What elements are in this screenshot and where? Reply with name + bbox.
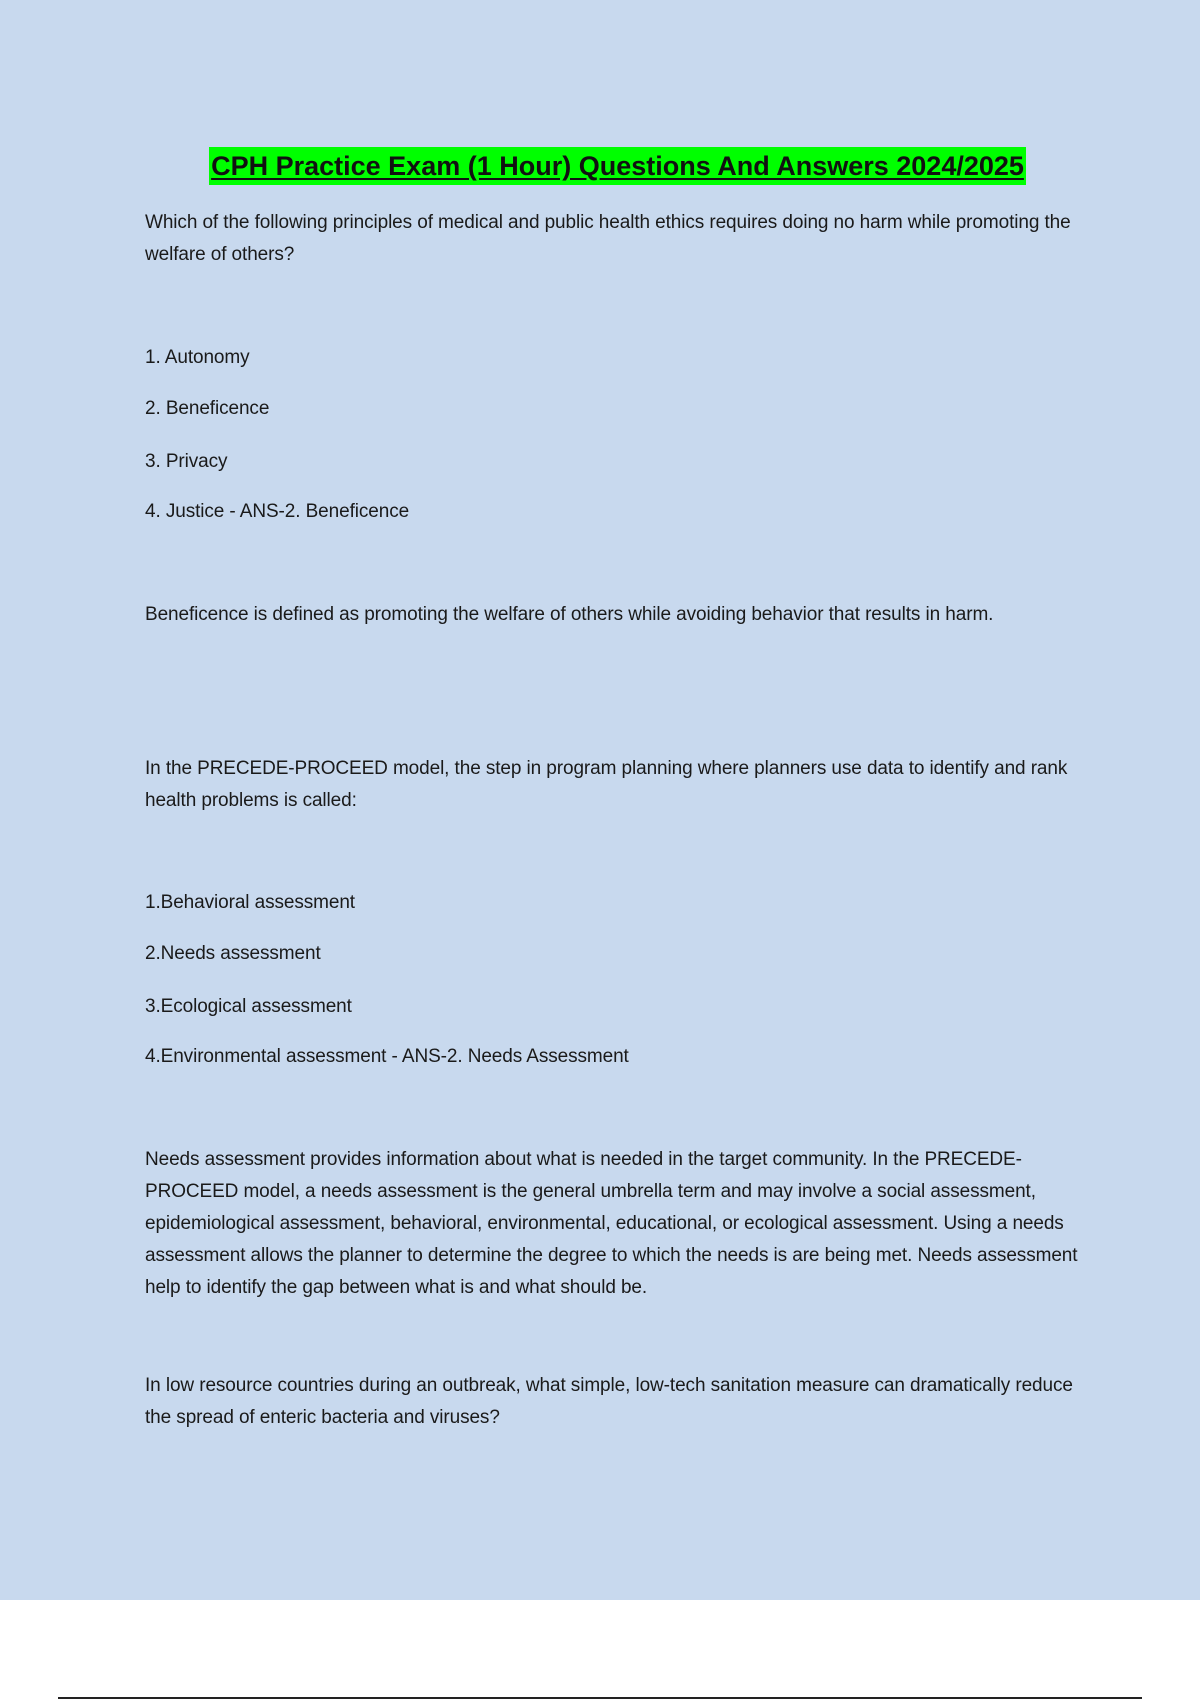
question-2-text: In the PRECEDE-PROCEED model, the step in program planning where planners use data to identify and rank health problems is called: bbox=[145, 758, 1068, 811]
question-2-option-3: 3.Ecological assessment bbox=[145, 996, 352, 1017]
question-2-option-4-answer: 4.Environmental assessment - ANS-2. Needs Assessment bbox=[145, 1046, 629, 1067]
question-2-option-2: 2.Needs assessment bbox=[145, 943, 321, 964]
question-3-text: In low resource countries during an outbreak, what simple, low-tech sanitation measure can dramatically reduce the spread of enteric bacteria and viruses? bbox=[145, 1375, 1073, 1428]
question-1-explanation: Beneficence is defined as promoting the welfare of others while avoiding behavior that results in harm. bbox=[145, 604, 994, 625]
question-1-option-4-answer: 4. Justice - ANS-2. Beneficence bbox=[145, 501, 410, 522]
footer-rule bbox=[58, 1697, 1142, 1699]
question-2-explanation: Needs assessment provides information about what is needed in the target community. In the PRECEDE-PROCEED model, a needs assessment is the general umbrella term and may involve a social assessment, epidemiological assessment, behavioral, environmental, educational, or ecological assessment. Using a needs assessment allows the planner to determine the degree to which the needs is are being met. Needs assessment help to identify the gap between what is and what should be. bbox=[145, 1149, 1078, 1298]
question-1-option-2: 2. Beneficence bbox=[145, 398, 270, 419]
question-1-option-1: 1. Autonomy bbox=[145, 347, 250, 368]
question-1-option-3: 3. Privacy bbox=[145, 451, 228, 472]
title-container bbox=[0, 147, 1200, 185]
question-2-option-1: 1.Behavioral assessment bbox=[145, 892, 355, 913]
document-title: CPH Practice Exam (1 Hour) Questions And Answers 2024/2025 bbox=[209, 147, 1026, 185]
question-1-text: Which of the following principles of medical and public health ethics requires doing no harm while promoting the welfare of others? bbox=[145, 212, 1071, 265]
